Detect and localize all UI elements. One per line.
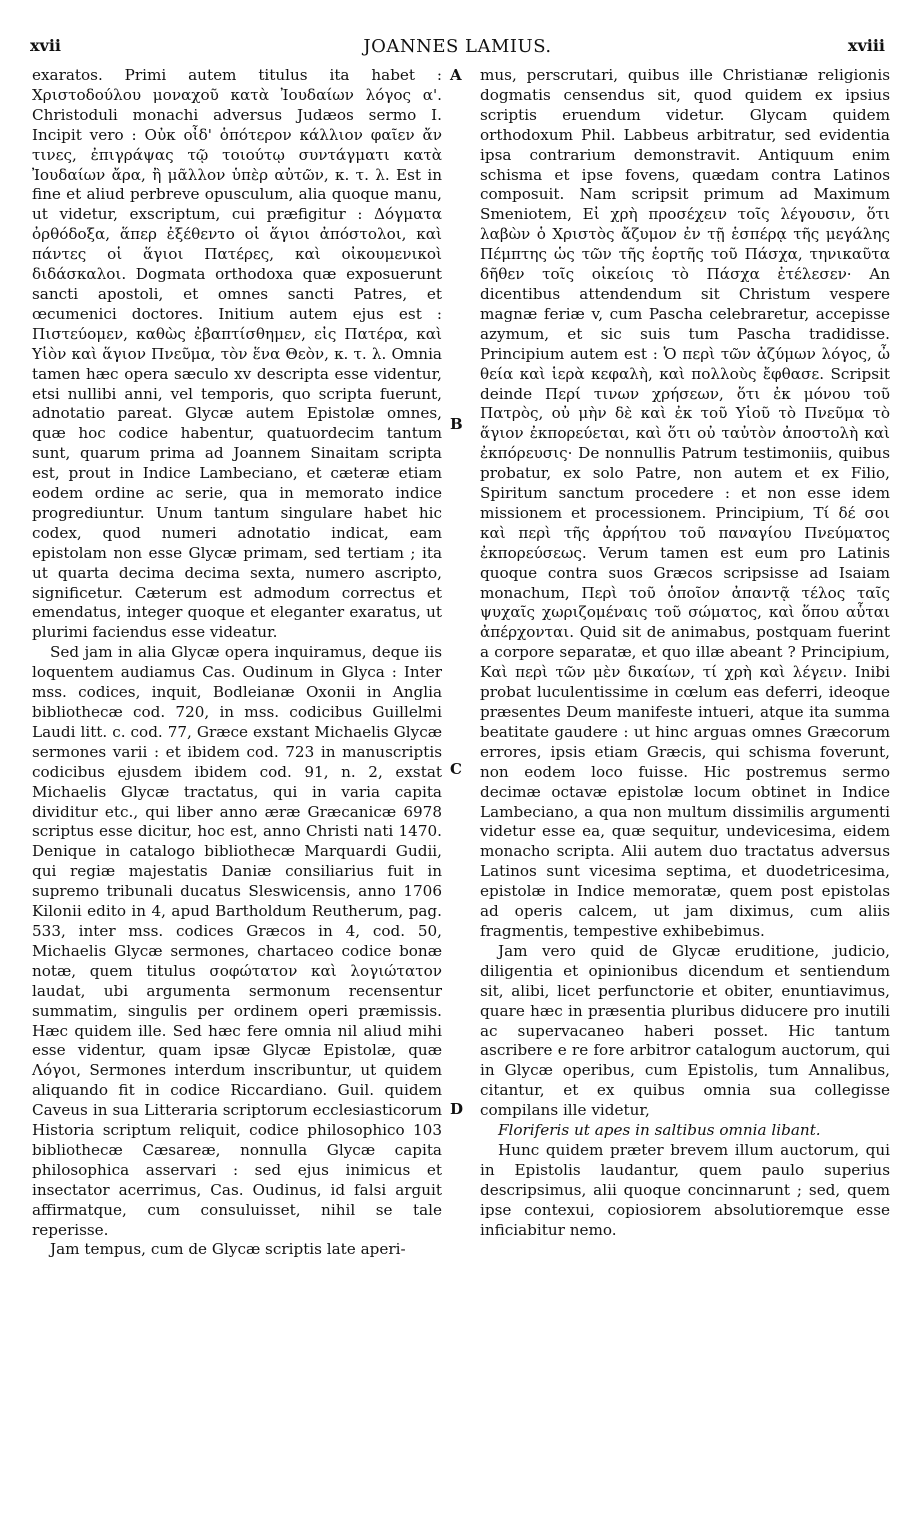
left-column — [32, 66, 442, 1260]
running-head — [30, 36, 885, 56]
section-marker-c: C — [450, 760, 462, 778]
section-marker-a: A — [450, 66, 462, 84]
page-title: JOANNES LAMIUS. — [363, 36, 552, 57]
paragraph: Sed jam in alia Glycæ opera inquiramus, deque iis loquentem audiamus Cas. Oudinum in Glyca : Inter mss. codices, inquit, Bodleianæ Oxonii in Anglia bibliothecæ cod. 720, in mss. codicibus Guillelmi Laudi litt. c. cod. 77, Græce exstant Michaelis Glycæ sermones varii : et ibidem cod. 723 in manuscriptis codicibus ejusdem ibidem cod. 91, n. 2, exstat Michaelis Glycæ tractatus, qui in varia capita dividitur etc., qui liber anno æræ Græcanicæ 6978 scriptus esse dicitur, hoc est, anno Christi nati 1470. Denique in catalogo bibliothecæ Marquardi Gudii, qui regiæ majestatis Daniæ consiliarius fuit in supremo tribunali ducatus Sleswicensis, anno 1706 Kilonii edito in 4, apud Bartholdum Reutherum, pag. 533, inter mss. codices Græcos in 4, cod. 50, Michaelis Glycæ sermones, chartaceo codice bonæ notæ, quem titulus σοφώτατον καὶ λογιώτατον laudat, ubi argumenta sermonum recensentur summatim, singulis per ordinem operi præmissis. Hæc quidem ille. Sed hæc fere omnia nil aliud mihi esse videntur, quam ipsæ Glycæ Epistolæ, quæ Λόγοι, Sermones interdum inscribuntur, ut quidem aliquando fit in codice Riccardiano. Guil. quidem Caveus in sua Litteraria scriptorum ecclesiasticorum Historia scriptum reliquit, codice philosophico 103 bibliothecæ Cæsareæ, nonnulla Glycæ capita philosophica asservari : sed ejus inimicus et insectator acerrimus, Cas. Oudinus, id falsi arguit affirmatque, cum consuluisset, nihil se tale reperisse. — [32, 643, 442, 1239]
right-column — [480, 66, 890, 1240]
paragraph: Jam vero quid de Glycæ eruditione, judicio, diligentia et opinionibus dicendum et sentiendum sit, alibi, licet perfunctorie et obiter, enuntiavimus, quare hæc in præsentia pluribus diducere pro inutili ac supervacaneo haberi posset. Hic tantum ascribere e re fore arbitror catalogum auctorum, qui in Glycæ operibus, cum Epistolis, tum Annalibus, citantur, et ex quibus omnia sua collegisse compilans ille videtur, — [480, 941, 890, 1120]
paragraph: exaratos. Primi autem titulus ita habet : Χριστοδούλου μοναχοῦ κατὰ Ἰουδαίων λόγος α'. Christoduli monachi adversus Judæos sermo I. Incipit vero : Οὐκ οἶδ' ὁπότερον κάλλιον φαῖεν ἄν τινες, ἐπιγράψας τῷ τοιούτῳ συντάγματι κατὰ Ἰουδαίων ἄρα, ἢ μᾶλλον ὑπὲρ αὐτῶν, κ. τ. λ. Est in fine et aliud perbreve opusculum, alia quoque manu, ut videtur, exscriptum, cui præfigitur : Δόγματα ὀρθόδοξα, ἅπερ ἐξέθεντο οἱ ἅγιοι ἀπόστολοι, καὶ πάντες οἱ ἅγιοι Πατέρες, καὶ οἰκουμενικοὶ διδάσκαλοι. Dogmata orthodoxa quæ exposuerunt sancti apostoli, et omnes sancti Patres, et œcumenici doctores. Initium autem ejus est : Πιστεύομεν, καθὼς ἐβαπτίσθημεν, εἰς Πατέρα, καὶ Υἱὸν καὶ ἅγιον Πνεῦμα, τὸν ἕνα Θεὸν, κ. τ. λ. Omnia tamen hæc opera sæculo xv descripta esse videntur, etsi nullibi anni, vel temporis, quo scripta fuerunt, adnotatio pareat. Glycæ autem Epistolæ omnes, quæ hoc codice habentur, quatuordecim tantum sunt, quarum prima ad Joannem Sinaitam scripta est, prout in Indice Lambeciano, et cæteræ etiam eodem ordine ac serie, qua in memorato indice progrediuntur. Unum tantum singulare habet hic codex, quod numeri adnotatio indicat, eam epistolam non esse Glycæ primam, sed tertiam ; ita ut quarta decima decima sexta, numero ascripto, significetur. Cæterum est admodum correctus et emendatus, integer quoque et eleganter exaratus, ut plurimi faciendus esse videatur. — [32, 66, 442, 642]
page-number-right: xviii — [847, 36, 885, 55]
paragraph: Jam tempus, cum de Glycæ scriptis late aperi- — [50, 1240, 406, 1259]
section-marker-d: D — [450, 1100, 464, 1118]
paragraph: Hunc quidem præter brevem illum auctorum, qui in Epistolis laudantur, quem paulo superius descripsimus, alii quoque concinnarunt ; sed, quem ipse contexui, copiosiorem absolutioremque esse inficiabitur nemo. — [480, 1140, 890, 1239]
verse-quote: Floriferis ut apes in saltibus omnia libant. — [498, 1121, 821, 1140]
section-marker-b: B — [450, 415, 463, 433]
paragraph: mus, perscrutari, quibus ille Christianæ religionis dogmatis censendus sit, quod quidem ex ipsius scriptis eruendum videtur. Glycam quidem orthodoxum Phil. Labbeus arbitratur, sed evidentia ipsa contrarium demonstravit. Antiquum enim schisma et ipse fovens, quædam contra Latinos composuit. Nam scripsit primum ad Maximum Smeniotem, Εἰ χρὴ προσέχειν τοῖς λέγουσιν, ὅτι λαβὼν ὁ Χριστὸς ἄζυμον ἐν τῇ ἑσπέρᾳ τῆς μεγάλης Πέμπτης ὡς τῶν τῆς ἑορτῆς τοῦ Πάσχα, τηνικαῦτα δῆθεν τοῖς οἰκείοις τὸ Πάσχα ἐτέλεσεν· An dicentibus attendendum sit Christum vespere magnæ feriæ v, cum Pascha celebraretur, accepisse azymum, et sic suis tum Pascha tradidisse. Principium autem est : Ὁ περὶ τῶν ἀζύμων λόγος, ὦ θεία καὶ ἱερὰ κεφαλὴ, καὶ πολλοὺς ἔφθασε. Scripsit deinde Περί τινων χρήσεων, ὅτι ἐκ μόνου τοῦ Πατρὸς, οὐ μὴν δὲ καὶ ἐκ τοῦ Υἱοῦ τὸ Πνεῦμα τὸ ἅγιον ἐκπορεύεται, καὶ ὅτι οὐ ταὐτὸν ἀποστολὴ καὶ ἐκπόρευσις· De nonnullis Patrum testimoniis, quibus probatur, ex solo Patre, non autem et ex Filio, Spiritum sanctum procedere : et non esse idem missionem et processionem. Principium, Τί δέ σοι καὶ περὶ τῆς ἀρρήτου τοῦ παναγίου Πνεύματος ἐκπορεύσεως. Verum tamen est eum pro Latinis quoque contra suos Græcos scripsisse ad Isaiam monachum, Περὶ τοῦ ὁποῖον ἀπαντᾷ τέλος ταῖς ψυχαῖς χωριζομέναις τοῦ σώματος, καὶ ὅπου αὗται ἀπέρχονται. Quid sit de animabus, postquam fuerint a corpore separatæ, et quo illæ abeant ? Principium, Καὶ περὶ τῶν μὲν δικαίων, τί χρὴ καὶ λέγειν. Inibi probat luculentissime in cœlum eas deferri, ideoque præsentes Deum manifeste intueri, atque ita summa beatitate gaudere : ut hinc arguas omnes Græcorum errores, ipsis etiam Græcis, qui schisma foverunt, non eodem loco fuisse. Hic postremus sermo decimæ octavæ epistolæ locum obtinet in Indice Lambeciano, a qua non multum dissimilis argumenti videtur esse ea, quæ sequitur, undevicesima, eidem monacho scripta. Alii autem duo tractatus adversus Latinos sunt vicesima septima, et duodetricesima, epistolæ in Indice memoratæ, quem post epistolas ad operis calcem, ut jam diximus, cum aliis fragmentis, tempestive exhibebimus. — [480, 66, 890, 940]
page-number-left: xvii — [30, 36, 61, 55]
